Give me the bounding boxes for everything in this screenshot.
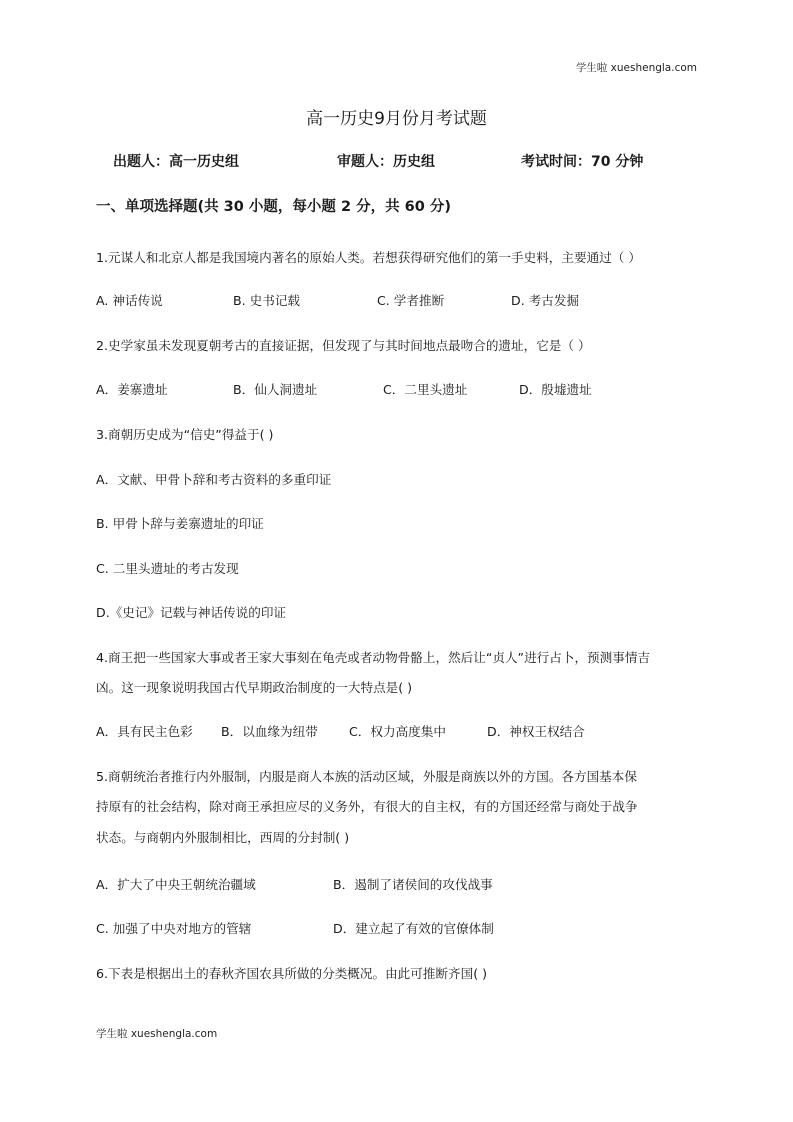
header-site: 学生啦 xueshengla.com [575, 62, 697, 74]
q1-option-b: B. 史书记载 [233, 293, 301, 308]
q2-option-d: D．殷墟遗址 [519, 382, 592, 397]
question-3-stem: 3.商朝历史成为“信史”得益于( ) [96, 427, 274, 442]
q4-option-b: B．以血缘为纽带 [221, 724, 318, 739]
exam-time: 考试时间：70 分钟 [521, 154, 644, 170]
q5-option-a: A．扩大了中央王朝统治疆域 [96, 877, 256, 892]
q4-option-d: D．神权王权结合 [487, 724, 585, 739]
q2-option-a: A．姜寨遗址 [96, 382, 168, 397]
q1-option-a: A. 神话传说 [96, 293, 163, 308]
q3-option-b: B. 甲骨卜辞与姜寨遗址的印证 [96, 516, 264, 531]
q3-option-c: C. 二里头遗址的考古发现 [96, 561, 239, 576]
q2-option-b: B．仙人洞遗址 [233, 382, 318, 397]
question-1-stem: 1.元谋人和北京人都是我国境内著名的原始人类。若想获得研究他们的第一手史料，主要通过（ ） [96, 250, 641, 265]
section-heading: 一、单项选择题(共 30 小题，每小题 2 分，共 60 分) [96, 199, 451, 215]
question-4-stem-line-1: 4.商王把一些国家大事或者王家大事刻在龟壳或者动物骨骼上，然后让“贞人”进行占卜，预测事情吉 [96, 650, 651, 665]
q5-option-c: C. 加强了中央对地方的管辖 [96, 921, 252, 936]
page-title: 高一历史9月份月考试题 [306, 109, 487, 129]
q4-option-a: A．具有民主色彩 [96, 724, 193, 739]
q1-option-c: C. 学者推断 [377, 293, 445, 308]
footer-site: 学生啦 xueshengla.com [96, 1028, 218, 1040]
question-4-stem-line-2: 凶。这一现象说明我国古代早期政治制度的一大特点是( ) [96, 680, 413, 695]
q2-option-c: C．二里头遗址 [383, 382, 468, 397]
q1-option-d: D. 考古发掘 [511, 293, 580, 308]
q3-option-a: A．文献、甲骨卜辞和考古资料的多重印证 [96, 472, 332, 487]
question-5-stem-line-3: 状态。与商朝内外服制相比，西周的分封制( ) [96, 830, 350, 845]
question-2-stem: 2.史学家虽未发现夏朝考古的直接证据，但发现了与其时间地点最吻合的遗址，它是（ ） [96, 338, 591, 353]
setter-info: 出题人：高一历史组 [113, 154, 239, 170]
question-5-stem-line-2: 持原有的社会结构，除对商王承担应尽的义务外，有很大的自主权，有的方国还经常与商处于战争 [96, 799, 638, 814]
q5-option-b: B．遏制了诸侯间的攻伐战事 [333, 877, 493, 892]
q4-option-c: C．权力高度集中 [349, 724, 446, 739]
q5-option-d: D．建立起了有效的官僚体制 [333, 921, 494, 936]
question-5-stem-line-1: 5.商朝统治者推行内外服制，内服是商人本族的活动区域，外服是商族以外的方国。各方国基本保 [96, 769, 637, 784]
question-6-stem: 6.下表是根据出土的春秋齐国农具所做的分类概况。由此可推断齐国( ) [96, 966, 488, 981]
reviewer-info: 审题人：历史组 [337, 154, 435, 170]
q3-option-d: D.《史记》记载与神话传说的印证 [96, 605, 287, 620]
